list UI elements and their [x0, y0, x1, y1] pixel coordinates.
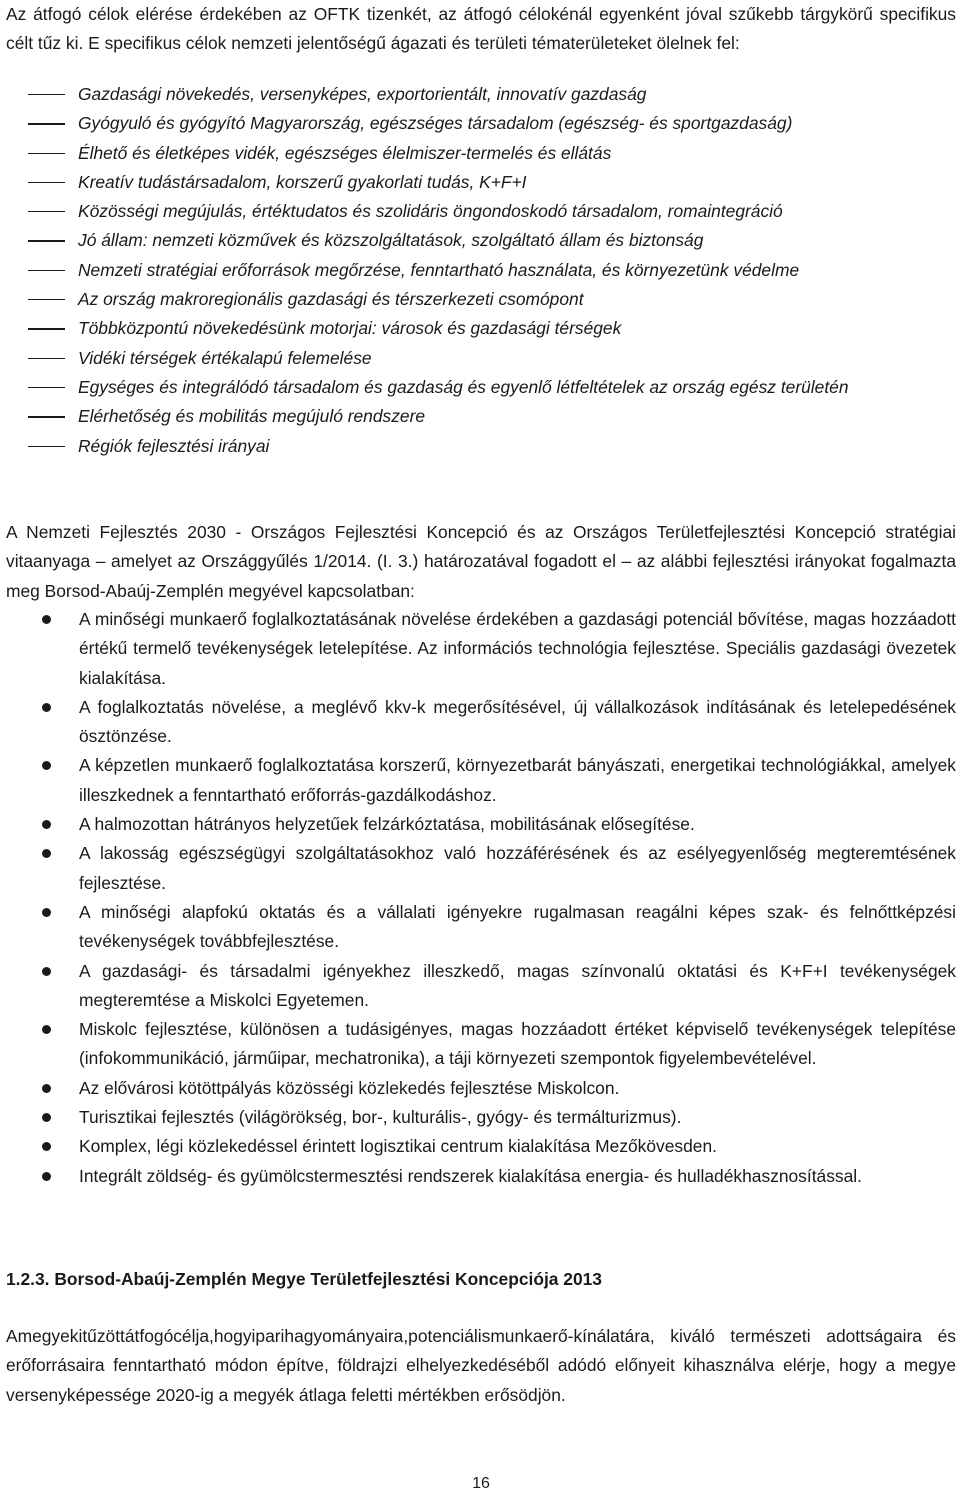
bullet-icon — [42, 703, 51, 712]
list-item — [6, 693, 956, 752]
list-item-text: Az ország makroregionális gazdasági és térszerkezeti csomópont — [78, 289, 584, 310]
list-item — [6, 109, 956, 138]
bullet-icon — [42, 1025, 51, 1034]
dash-marker-icon — [28, 446, 65, 447]
list-item — [6, 957, 956, 1016]
list-item-text: A képzetlen munkaerő foglalkoztatása korszerű, környezetbarát bányászati, energetikai technológiákkal, amelyek illeszkednek a fenntartható erőforrás-gazdálkodáshoz. — [79, 755, 956, 805]
development-directions-intro: A Nemzeti Fejlesztés 2030 - Országos Fejlesztési Koncepció és az Országos Területfejlesztési Koncepció stratégiai vitaanyaga – amelyet az Országgyűlés 1/2014. (I. 3.) határozatával fogadott el – az alábbi fejlesztési irányokat fogalmazta meg Borsod-Abaúj-Zemplén megyével kapcsolatban: — [6, 522, 956, 601]
list-item — [6, 80, 956, 109]
list-item — [6, 839, 956, 898]
bullet-icon — [42, 1172, 51, 1181]
intro-paragraph: Az átfogó célok elérése érdekében az OFTK tizenkét, az átfogó célokénál egyenként jóval szűkebb tárgykörű specifikus célt tűz ki. E specifikus célok nemzeti jelentőségű ágazati és területi tématerületeket ölelnek fel: — [6, 4, 956, 54]
dash-marker-icon — [28, 240, 65, 241]
section-heading: 1.2.3. Borsod-Abaúj-Zemplén Megye Területfejlesztési Koncepciója 2013 — [6, 1269, 602, 1289]
list-item — [6, 432, 956, 461]
bullet-icon — [42, 615, 51, 624]
specific-goals-list — [6, 80, 956, 461]
list-item-text: A minőségi munkaerő foglalkoztatásának növelése érdekében a gazdasági potenciál bővítése, magas hozzáadott értékű termelő tevékenységek letelepítése. Az információs technológia fejlesztése. Speciális gazdasági övezetek kialakítása. — [79, 609, 956, 688]
list-item — [6, 1015, 956, 1074]
list-item — [6, 1132, 956, 1161]
list-item-text: Egységes és integrálódó társadalom és gazdaság és egyenlő létfeltételek az ország egész területén — [78, 376, 849, 397]
list-item — [6, 344, 956, 373]
list-item — [6, 373, 956, 402]
list-item-text: Élhető és életképes vidék, egészséges élelmiszer-termelés és ellátás — [78, 142, 612, 163]
list-item-text: Nemzeti stratégiai erőforrások megőrzése, fenntartható használata, és környezetünk védelme — [78, 259, 800, 280]
list-item-text: Elérhetőség és mobilitás megújuló rendszere — [78, 406, 426, 427]
dash-marker-icon — [28, 270, 65, 271]
list-item-text: Turisztikai fejlesztés (világörökség, bor-, kulturális-, gyógy- és termálturizmus). — [79, 1107, 682, 1128]
list-item-text: Régiók fejlesztési irányai — [78, 435, 270, 456]
list-item-text: Gyógyuló és gyógyító Magyarország, egészséges társadalom (egészség- és sportgazdaság) — [78, 113, 793, 134]
bullet-icon — [42, 1113, 51, 1122]
bullet-icon — [42, 967, 51, 976]
list-item-text: Integrált zöldség- és gyümölcstermesztési rendszerek kialakítása energia- és hulladékhasznosítással. — [79, 1165, 862, 1186]
dash-marker-icon — [28, 299, 65, 300]
list-item — [6, 1074, 956, 1103]
list-item-text: Vidéki térségek értékalapú felemelése — [78, 347, 372, 368]
list-item — [6, 139, 956, 168]
list-item-text: Jó állam: nemzeti közművek és közszolgáltatások, szolgáltató állam és biztonság — [78, 230, 704, 251]
list-item — [6, 226, 956, 255]
dash-marker-icon — [28, 416, 65, 417]
dash-marker-icon — [28, 123, 65, 124]
list-item-text: Komplex, légi közlekedéssel érintett logisztikai centrum kialakítása Mezőkövesden. — [79, 1136, 717, 1157]
list-item — [6, 168, 956, 197]
dash-marker-icon — [28, 211, 65, 212]
concept-paragraph: Amegyekitűzöttátfogócélja,hogyiparihagyományaira,potenciálismunkaerő-kínálatára, kiváló természeti adottságaira és erőforrásaira fenntartható módon építve, földrajzi elhelyezkedéséből adódó előnyeit kihasználva elérje, hogy a megye versenyképessége 2020-ig a megyék átlaga feletti mértékben erősödjön. — [6, 1326, 956, 1405]
dash-marker-icon — [28, 182, 65, 183]
list-item — [6, 1162, 956, 1191]
list-item-text: Kreatív tudástársadalom, korszerű gyakorlati tudás, K+F+I — [78, 171, 527, 192]
list-item-text: A gazdasági- és társadalmi igényekhez illeszkedő, magas színvonalú oktatási és K+F+I tevékenységek megteremtése a Miskolci Egyetemen. — [79, 960, 956, 1010]
list-item — [6, 605, 956, 693]
dash-marker-icon — [28, 94, 65, 95]
list-item-text: A foglalkoztatás növelése, a meglévő kkv-k megerősítésével, új vállalkozások indításának és letelepedésének ösztönzése. — [79, 696, 956, 747]
development-directions-list — [6, 605, 956, 1191]
page-number: 16 — [472, 1475, 490, 1492]
list-item — [6, 197, 956, 226]
list-item — [6, 285, 956, 314]
list-item — [6, 898, 956, 957]
bullet-icon — [42, 849, 51, 858]
list-item-text: Többközpontú növekedésünk motorjai: városok és gazdasági térségek — [78, 318, 622, 339]
bullet-icon — [42, 908, 51, 917]
list-item — [6, 751, 956, 810]
dash-marker-icon — [28, 387, 65, 388]
bullet-icon — [42, 761, 51, 770]
dash-marker-icon — [28, 358, 65, 359]
list-item-text: Az elővárosi kötöttpályás közösségi közlekedés fejlesztése Miskolcon. — [79, 1077, 620, 1098]
list-item-text: A halmozottan hátrányos helyzetűek felzárkóztatása, mobilitásának elősegítése. — [79, 814, 695, 835]
list-item-text: Közösségi megújulás, értéktudatos és szolidáris öngondoskodó társadalom, romaintegráció — [78, 201, 783, 222]
dash-marker-icon — [28, 153, 65, 154]
list-item-text: Miskolc fejlesztése, különösen a tudásigényes, magas hozzáadott értéket képviselő tevékenységek telepítése (infokommunikáció, járműipar, mechatronika), a táji környezeti szempontok figyelembevételével. — [79, 1019, 956, 1069]
list-item — [6, 256, 956, 285]
list-item — [6, 402, 956, 431]
dash-marker-icon — [28, 328, 65, 329]
list-item-text: Gazdasági növekedés, versenyképes, exportorientált, innovatív gazdaság — [78, 84, 647, 104]
bullet-icon — [42, 1142, 51, 1151]
bullet-icon — [42, 820, 51, 829]
list-item — [6, 810, 956, 839]
bullet-icon — [42, 1084, 51, 1093]
list-item — [6, 1103, 956, 1132]
list-item-text: A minőségi alapfokú oktatás és a vállalati igényekre rugalmasan reagálni képes szak- és felnőttképzési tevékenységek továbbfejlesztése. — [79, 901, 956, 952]
list-item — [6, 314, 956, 343]
list-item-text: A lakosság egészségügyi szolgáltatásokhoz való hozzáférésének és az esélyegyenlőség megteremtésének fejlesztése. — [79, 843, 956, 893]
